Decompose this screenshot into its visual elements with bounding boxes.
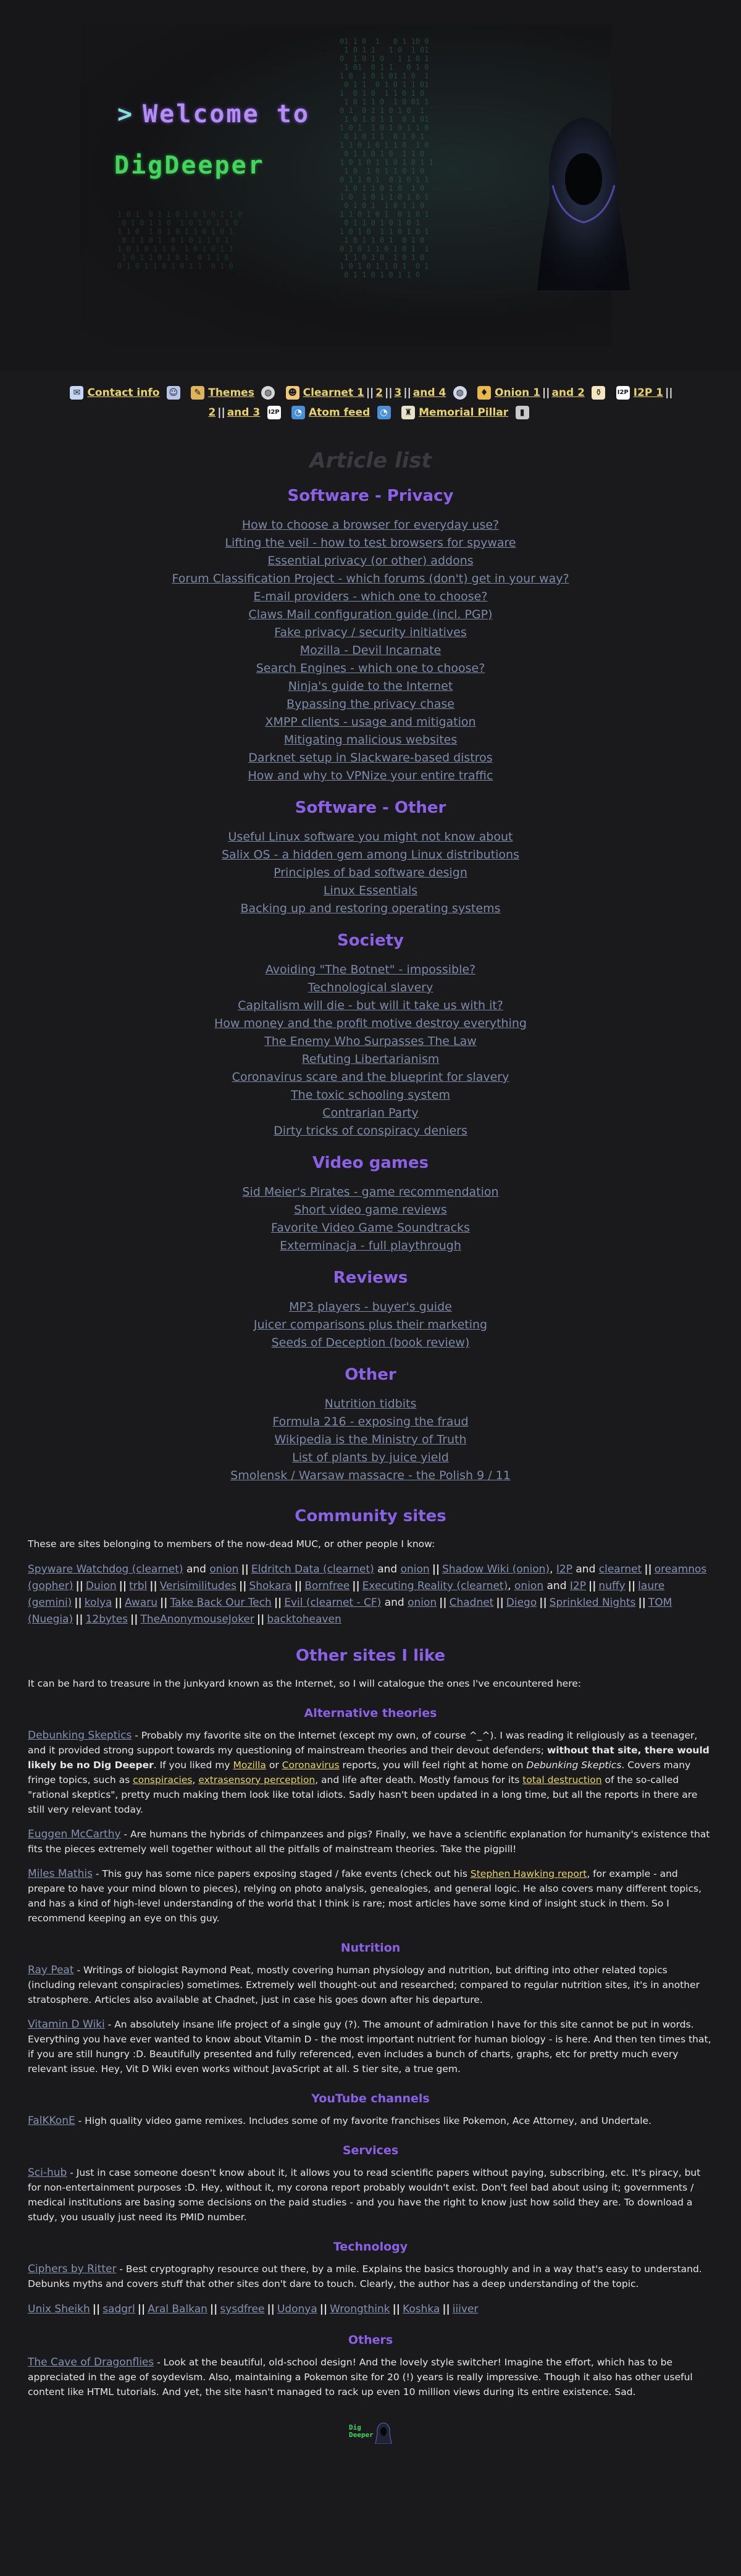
rss-icon-2: ◔ bbox=[377, 406, 391, 419]
nutrition-heading: Nutrition bbox=[340, 1941, 401, 1955]
section-link-list bbox=[0, 1298, 741, 1352]
article-link[interactable]: Juicer comparisons plus their marketing bbox=[253, 1318, 488, 1332]
others-heading: Others bbox=[348, 2333, 393, 2347]
link-total-destruction[interactable]: total destruction bbox=[522, 1774, 602, 1785]
nav-onion-1[interactable]: Onion 1 bbox=[495, 387, 541, 399]
section-heading: Software - Other bbox=[295, 799, 446, 817]
article-link[interactable]: Short video game reviews bbox=[294, 1203, 447, 1217]
section-link-list bbox=[0, 961, 741, 1140]
article-link[interactable]: How and why to VPNize your entire traffic bbox=[248, 769, 493, 782]
article-link[interactable]: Linux Essentials bbox=[323, 884, 418, 897]
article-link[interactable]: List of plants by juice yield bbox=[292, 1451, 449, 1464]
section-link-list bbox=[0, 1183, 741, 1255]
link-conspiracies[interactable]: conspiracies bbox=[133, 1774, 193, 1785]
bottle-icon: ⚱ bbox=[592, 386, 605, 400]
technology-links: Unix Sheikh || sadgrl || Aral Balkan || sysdfree || Udonya || Wrongthink || Koshka || iiiver bbox=[28, 2303, 479, 2315]
section-link-list bbox=[0, 516, 741, 785]
nav-clearnet-4[interactable]: and 4 bbox=[412, 387, 446, 399]
cave-of-dragonflies-entry: The Cave of Dragonflies - Look at the beautiful, old-school design! And the lovely style switcher! Imagine the effort, which has to be appreciated in the age of soydevism. Also, maintaining a Pokemon site for 20 (!) years is really impressive. Though it also has other useful content like HTML tutorials. And yet, the site hasn't managed to rack up even 10 million views during its entire existence. Sad. bbox=[28, 2356, 693, 2398]
article-link[interactable]: Refuting Libertarianism bbox=[301, 1052, 440, 1066]
article-link[interactable]: XMPP clients - usage and mitigation bbox=[265, 715, 476, 729]
tech-link[interactable]: Unix Sheikh bbox=[28, 2303, 90, 2315]
matrix-rain-decoration-2: 1 0 1 0 1 1 0 1 0 1 0 1 1 0 0 1 0 1 1 0 1 0 1 0 1 1 0 1 1 0 1 0 1 0 1 1 0 1 0 1 0 1 1 0 1 0 1 0 1 1 0 1 1 0 1 0 1 1 0 1 0 1 0 1 1 1 0 1 1 0 1 0 1 0 1 1 0 0 1 0 1 1 0 1 0 1 1 0 1 0 bbox=[117, 210, 243, 271]
article-link[interactable]: Forum Classification Project - which forums (don't) get in your way? bbox=[172, 572, 569, 585]
link-executing-i2p[interactable]: I2P bbox=[569, 1580, 586, 1592]
banner-site-name: DigDeeper bbox=[114, 151, 265, 180]
matrix-rain-decoration: 01 1 0 1 0 1 10 0 1 0 1 1 1 0 1 01 0 1 0 1 0 1 1 0 1 1 01 0 1 1 0 1 0 1 0 1 0 1 01 1 0 1 0 1 1 0 1 0 1 1 01 1 0 1 0 1 1 0 1 0 1 0 1 1 0 1 0 01 1 0 1 0 1 1 0 1 0 1 1 0 1 0 1 1 0 1 01 1 0 1 1 0 1 0 1 1 0 0 1 0 1 1 0 1 0 1 1 1 0 1 0 1 1 0 1 0 0 1 1 0 1 0 1 1 0 1 0 1 0 1 1 0 1 0 1 1 1 0 1 0 1 1 0 1 0 0 1 1 0 1 0 1 0 1 1 1 0 1 1 0 1 0 1 0 1 0 1 0 1 1 0 1 0 1 0 1 0 1 1 0 1 1 0 1 1 0 1 0 1 0 1 0 1 0 1 1 0 1 0 1 0 1 1 0 1 0 1 1 0 1 0 1 1 0 1 1 0 1 0 1 0 0 1 0 1 1 0 1 0 1 1 1 1 0 1 0 1 0 1 0 1 0 1 0 1 1 0 1 0 1 0 1 1 0 1 0 1 1 0 bbox=[340, 37, 433, 279]
section-heading: Reviews bbox=[333, 1269, 408, 1287]
link-anonymouse-joker[interactable]: TheAnonymouseJoker bbox=[140, 1613, 254, 1626]
nav-onion-2[interactable]: and 2 bbox=[551, 387, 585, 399]
nav-i2p-3[interactable]: and 3 bbox=[227, 406, 261, 419]
article-link[interactable]: Principles of bad software design bbox=[274, 866, 467, 879]
article-link[interactable]: Nutrition tidbits bbox=[324, 1397, 417, 1411]
link-debunking-skeptics[interactable]: Debunking Skeptics bbox=[28, 1729, 132, 1742]
article-sections bbox=[0, 487, 741, 1485]
link-nuffy[interactable]: nuffy bbox=[598, 1580, 626, 1592]
article-link[interactable]: Search Engines - which one to choose? bbox=[256, 661, 485, 675]
falkkone-entry: FalKKonE - High quality video game remixes. Includes some of my favorite franchises like Pokemon, Ace Attorney, and Undertale. bbox=[28, 2115, 651, 2127]
link-tom[interactable]: TOM (Nuegia) bbox=[28, 1596, 672, 1626]
debunking-skeptics-entry: Debunking Skeptics - Probably my favorite site on the Internet (except my own, of course ^_^). I was reading it religiously as a teenager, and it provided strong support towards my questioning of mainstream theories and their devout defenders; without that site, there would likely be no Dig Deeper. If you liked my Mozilla or Coronavirus reports, you will feel right at home on Debunking Skeptics. Covers many fringe topics, such as conspiracies, extrasensory perception, and life after death. Mostly famous for its total destruction of the so-called "rational skeptics", pretty much making them look like total idiots. Sadly hasn't been updated in a long time, but all the reports in there are still very relevant today. bbox=[28, 1729, 710, 1815]
ray-peat-entry: Ray Peat - Writings of biologist Raymond Peat, mostly covering human physiology and nutrition, but drifting into other related topics (including relevant conspiracies) sometimes. Extremely well thought-out and researched; compared to regular nutrition sites, it's in another stratosphere. Articles also available at Chadnet, just in case his goes down after his departure. bbox=[28, 1964, 700, 2005]
link-chadnet[interactable]: Chadnet bbox=[449, 1596, 494, 1609]
link-eldritch-onion[interactable]: onion bbox=[400, 1563, 430, 1575]
article-link[interactable]: Wikipedia is the Ministry of Truth bbox=[274, 1433, 467, 1446]
article-link[interactable]: Formula 216 - exposing the fraud bbox=[272, 1415, 469, 1429]
article-link[interactable]: The toxic schooling system bbox=[291, 1088, 450, 1102]
globe-icon: ◍ bbox=[261, 386, 275, 400]
article-link[interactable]: Bypassing the privacy chase bbox=[287, 697, 454, 711]
community-intro: These are sites belonging to members of the now-dead MUC, or other people I know: bbox=[28, 1538, 435, 1550]
article-link[interactable]: Avoiding "The Botnet" - impossible? bbox=[265, 963, 476, 976]
link-oreamnos[interactable]: oreamnos (gopher) bbox=[28, 1563, 707, 1592]
section-heading: Society bbox=[337, 931, 404, 950]
link-vitamin-d-wiki[interactable]: Vitamin D Wiki bbox=[28, 2018, 105, 2031]
link-euggen-mccarthy[interactable]: Euggen McCarthy bbox=[28, 1828, 121, 1840]
link-bornfree[interactable]: Bornfree bbox=[304, 1580, 350, 1592]
youtube-heading: YouTube channels bbox=[311, 2092, 430, 2105]
link-backtoheaven[interactable]: backtoheaven bbox=[267, 1613, 341, 1626]
nav-clearnet-3[interactable]: 3 bbox=[394, 387, 402, 399]
pillar-icon: ▮ bbox=[516, 406, 529, 419]
article-link[interactable]: Sid Meier's Pirates - game recommendation bbox=[242, 1185, 499, 1199]
nav-clearnet-2[interactable]: 2 bbox=[375, 387, 383, 399]
banner-welcome-text: > Welcome to bbox=[117, 100, 310, 128]
tech-link[interactable]: iiiver bbox=[452, 2303, 479, 2315]
nav-i2p-2[interactable]: 2 bbox=[208, 406, 216, 419]
nav-memorial-pillar[interactable]: Memorial Pillar bbox=[419, 406, 509, 419]
link-duion[interactable]: Duion bbox=[85, 1580, 117, 1592]
nav-i2p-1[interactable]: I2P 1 bbox=[633, 387, 664, 399]
article-link[interactable]: Contrarian Party bbox=[322, 1106, 419, 1120]
nav-themes[interactable]: Themes bbox=[208, 387, 254, 399]
article-list-title: Article list bbox=[309, 448, 432, 473]
tech-link[interactable]: sadgrl bbox=[103, 2303, 135, 2315]
link-stephen-hawking-report[interactable]: Stephen Hawking report bbox=[470, 1868, 587, 1879]
link-shadow-wiki[interactable]: Shadow Wiki (onion) bbox=[442, 1563, 550, 1575]
article-link[interactable]: Dirty tricks of conspiracy deniers bbox=[274, 1124, 467, 1138]
article-link[interactable]: Claws Mail configuration guide (incl. PGP) bbox=[248, 608, 493, 621]
article-link[interactable]: Salix OS - a hidden gem among Linux distributions bbox=[221, 848, 519, 862]
technology-heading: Technology bbox=[333, 2240, 408, 2254]
i2p-icon: I2P bbox=[616, 386, 630, 400]
article-link[interactable]: Essential privacy (or other) addons bbox=[267, 554, 474, 568]
cat-icon: ☻ bbox=[286, 386, 299, 400]
tech-link[interactable]: Koshka bbox=[403, 2303, 440, 2315]
section-heading: Video games bbox=[312, 1154, 429, 1172]
link-12bytes[interactable]: 12bytes bbox=[85, 1613, 128, 1626]
rss-icon: ◔ bbox=[291, 406, 305, 419]
nav-contact-info[interactable]: Contact info bbox=[87, 387, 160, 399]
article-link[interactable]: Darknet setup in Slackware-based distros bbox=[248, 751, 493, 765]
tech-link[interactable]: Aral Balkan bbox=[148, 2303, 207, 2315]
nav-atom-feed[interactable]: Atom feed bbox=[309, 406, 371, 419]
link-sprinkled-nights[interactable]: Sprinkled Nights bbox=[549, 1596, 636, 1609]
article-link[interactable]: Technological slavery bbox=[308, 981, 433, 994]
contact-icon: ✉ bbox=[70, 386, 83, 400]
section-heading: Software - Privacy bbox=[287, 487, 454, 505]
link-take-back-our-tech[interactable]: Take Back Our Tech bbox=[170, 1596, 272, 1609]
globe-icon-2: ◍ bbox=[453, 386, 467, 400]
nav-clearnet-1[interactable]: Clearnet 1 bbox=[303, 387, 364, 399]
monument-icon: ♜ bbox=[401, 406, 415, 419]
link-verisimilitudes[interactable]: Verisimilitudes bbox=[159, 1580, 237, 1592]
link-kolya[interactable]: kolya bbox=[84, 1596, 112, 1609]
link-ciphers-by-ritter[interactable]: Ciphers by Ritter bbox=[28, 2263, 117, 2275]
link-diego[interactable]: Diego bbox=[506, 1596, 537, 1609]
link-executing-onion[interactable]: onion bbox=[514, 1580, 544, 1592]
link-evil[interactable]: Evil (clearnet - CF) bbox=[284, 1596, 382, 1609]
link-extrasensory-perception[interactable]: extrasensory perception bbox=[198, 1774, 316, 1785]
services-heading: Services bbox=[342, 2144, 399, 2157]
community-sites-heading: Community sites bbox=[295, 1507, 446, 1525]
section-link-list bbox=[0, 828, 741, 918]
footer-hood-icon bbox=[375, 2422, 392, 2444]
article-link[interactable]: Exterminacja - full playthrough bbox=[280, 1239, 461, 1252]
link-awaru[interactable]: Awaru bbox=[124, 1596, 158, 1609]
euggen-mccarthy-entry: Euggen McCarthy - Are humans the hybrids of chimpanzees and pigs? Finally, we have a scientific explanation for humanity's existence that fits the pieces extremely well together without all the pitfalls of mainstream theories. Take the pigpill! bbox=[28, 1828, 710, 1855]
palette-icon: ✎ bbox=[191, 386, 204, 400]
miles-mathis-entry: Miles Mathis - This guy has some nice papers exposing staged / fake events (check out his Stephen Hawking report, for example - and prepare to have your mind blown to pieces), relying on photo analysis, genealogies, and general logic. He also covers many different topics, and has a kind of high-level understanding of the world that I think is rare; most articles have some kind of insight stuck in them. So I recommend keeping an eye on this guy. bbox=[28, 1868, 702, 1924]
link-coronavirus-report[interactable]: Coronavirus bbox=[282, 1760, 340, 1771]
article-link[interactable]: The Enemy Who Surpasses The Law bbox=[264, 1034, 477, 1048]
other-sites-heading: Other sites I like bbox=[295, 1647, 446, 1665]
article-link[interactable]: Capitalism will die - but will it take us with it? bbox=[238, 999, 503, 1012]
article-link[interactable]: Seeds of Deception (book review) bbox=[271, 1336, 470, 1349]
header-banner bbox=[0, 0, 741, 371]
section-heading: Other bbox=[345, 1366, 396, 1384]
footer-logo-text: Dig Deeper bbox=[349, 2423, 374, 2439]
article-link[interactable]: Mozilla - Devil Incarnate bbox=[299, 644, 442, 657]
article-link[interactable]: E-mail providers - which one to choose? bbox=[253, 590, 488, 603]
article-link[interactable]: Useful Linux software you might not know about bbox=[228, 830, 513, 844]
article-link[interactable]: MP3 players - buyer's guide bbox=[289, 1300, 452, 1314]
link-shokara[interactable]: Shokara bbox=[249, 1580, 292, 1592]
hooded-figure-image bbox=[534, 111, 633, 290]
link-cave-of-dragonflies[interactable]: The Cave of Dragonflies bbox=[28, 2356, 154, 2368]
ciphers-entry: Ciphers by Ritter - Best cryptography resource out there, by a mile. Explains the basics thoroughly and in a way that's easy to understand. Debunks myths and covers stuff that other sites don't dare to touch. Clearly, the author has a deep understanding of the topic. bbox=[28, 2263, 702, 2289]
link-executing-reality[interactable]: Executing Reality (clearnet) bbox=[362, 1580, 508, 1592]
article-link[interactable]: Lifting the veil - how to test browsers for spyware bbox=[225, 536, 516, 550]
section-link-list bbox=[0, 1395, 741, 1485]
article-link[interactable]: Smolensk / Warsaw massacre - the Polish 9 / 11 bbox=[230, 1469, 511, 1482]
article-link[interactable]: Favorite Video Game Soundtracks bbox=[271, 1221, 470, 1235]
banner-background bbox=[80, 25, 611, 346]
tech-link[interactable]: Wrongthink bbox=[330, 2303, 390, 2315]
person-icon: ☺ bbox=[167, 386, 180, 400]
link-shadow-i2p[interactable]: I2P bbox=[556, 1563, 572, 1575]
link-shadow-clearnet[interactable]: clearnet bbox=[598, 1563, 642, 1575]
article-link[interactable]: Ninja's guide to the Internet bbox=[288, 679, 453, 693]
other-sites-intro: It can be hard to treasure in the junkyard known as the Internet, so I will catalogue the ones I've encountered here: bbox=[28, 1678, 581, 1689]
article-link[interactable]: Coronavirus scare and the blueprint for slavery bbox=[232, 1070, 509, 1084]
link-evil-onion[interactable]: onion bbox=[408, 1596, 437, 1609]
article-link[interactable]: How money and the profit motive destroy everything bbox=[214, 1017, 527, 1030]
i2p-icon-2: I2P bbox=[267, 406, 281, 419]
link-falkkone[interactable]: FalKKonE bbox=[28, 2115, 75, 2127]
link-spyware-watchdog[interactable]: Spyware Watchdog (clearnet) bbox=[28, 1563, 183, 1575]
link-mozilla-report[interactable]: Mozilla bbox=[233, 1760, 266, 1771]
link-miles-mathis[interactable]: Miles Mathis bbox=[28, 1868, 93, 1880]
onion-icon: ♦ bbox=[477, 386, 491, 400]
link-laure[interactable]: laure (gemini) bbox=[28, 1580, 665, 1609]
article-link[interactable]: Backing up and restoring operating systems bbox=[240, 902, 501, 915]
alt-theories-heading: Alternative theories bbox=[304, 1706, 437, 1720]
link-eldritch-data[interactable]: Eldritch Data (clearnet) bbox=[251, 1563, 374, 1575]
other-sites bbox=[28, 1676, 713, 2399]
community-links: Spyware Watchdog (clearnet) and onion || Eldritch Data (clearnet) and onion || Shadow Wiki (onion), I2P and clearnet || oreamnos (gopher) || Duion || trbl || Verisimilitudes || Shokara || Bornfree || Executing Reality (clearnet), onion and I2P || nuffy || laure (gemini) || kolya || Awaru || Take Back Our Tech || Evil (clearnet - CF) and onion || Chadnet || Diego || Sprinkled Nights || TOM (Nuegia) || 12bytes || TheAnonymouseJoker || backtoheaven bbox=[28, 1563, 707, 1626]
top-navigation: ✉ Contact info ☺ ✎ Themes ◍ ☻ Clearnet 1 || 2 || 3 || and 4 ◍ ♦ Onion 1 || and 2 ⚱ I2P I2P 1 || 2 || and 3 I2P ◔ Atom feed ◔ ♜ Memorial Pillar ▮ bbox=[59, 383, 682, 422]
article-link[interactable]: Mitigating malicious websites bbox=[283, 733, 458, 747]
tech-link[interactable]: sysdfree bbox=[220, 2303, 265, 2315]
footer-logo bbox=[349, 2422, 392, 2446]
link-spyware-watchdog-onion[interactable]: onion bbox=[209, 1563, 239, 1575]
link-sci-hub[interactable]: Sci-hub bbox=[28, 2167, 67, 2179]
link-trbl[interactable]: trbl bbox=[129, 1580, 148, 1592]
tech-link[interactable]: Udonya bbox=[277, 2303, 317, 2315]
scihub-entry: Sci-hub - Just in case someone doesn't know about it, it allows you to read scientific papers without paying, subscribing, etc. It's piracy, but for non-entertainment purposes :D. Hey, without it, my corona report probably wouldn't exist. Don't feel bad about using it; governments / medical institutions are basing some decisions on the paid studies - and you have the right to know just how solid they are. To download a study, you usually just need its PMID number. bbox=[28, 2167, 701, 2223]
vitamin-d-wiki-entry: Vitamin D Wiki - An absolutely insane life project of a single guy (?). The amount of admiration I have for this site cannot be put in words. Everything you have ever wanted to know about Vitamin D - the most important nutrient for human biology - is here. And then ten times that, if you are still hungry :D. Beautifully presented and fully referenced, even includes a bunch of charts, graphs, etc for pretty much every relevant issue. Hey, Vit D Wiki even works without JavaScript at all. S tier site, a true gem. bbox=[28, 2018, 711, 2075]
article-link[interactable]: Fake privacy / security initiatives bbox=[274, 626, 467, 639]
link-ray-peat[interactable]: Ray Peat bbox=[28, 1964, 74, 1976]
article-link[interactable]: How to choose a browser for everyday use? bbox=[241, 518, 500, 532]
community-sites bbox=[28, 1537, 713, 1628]
